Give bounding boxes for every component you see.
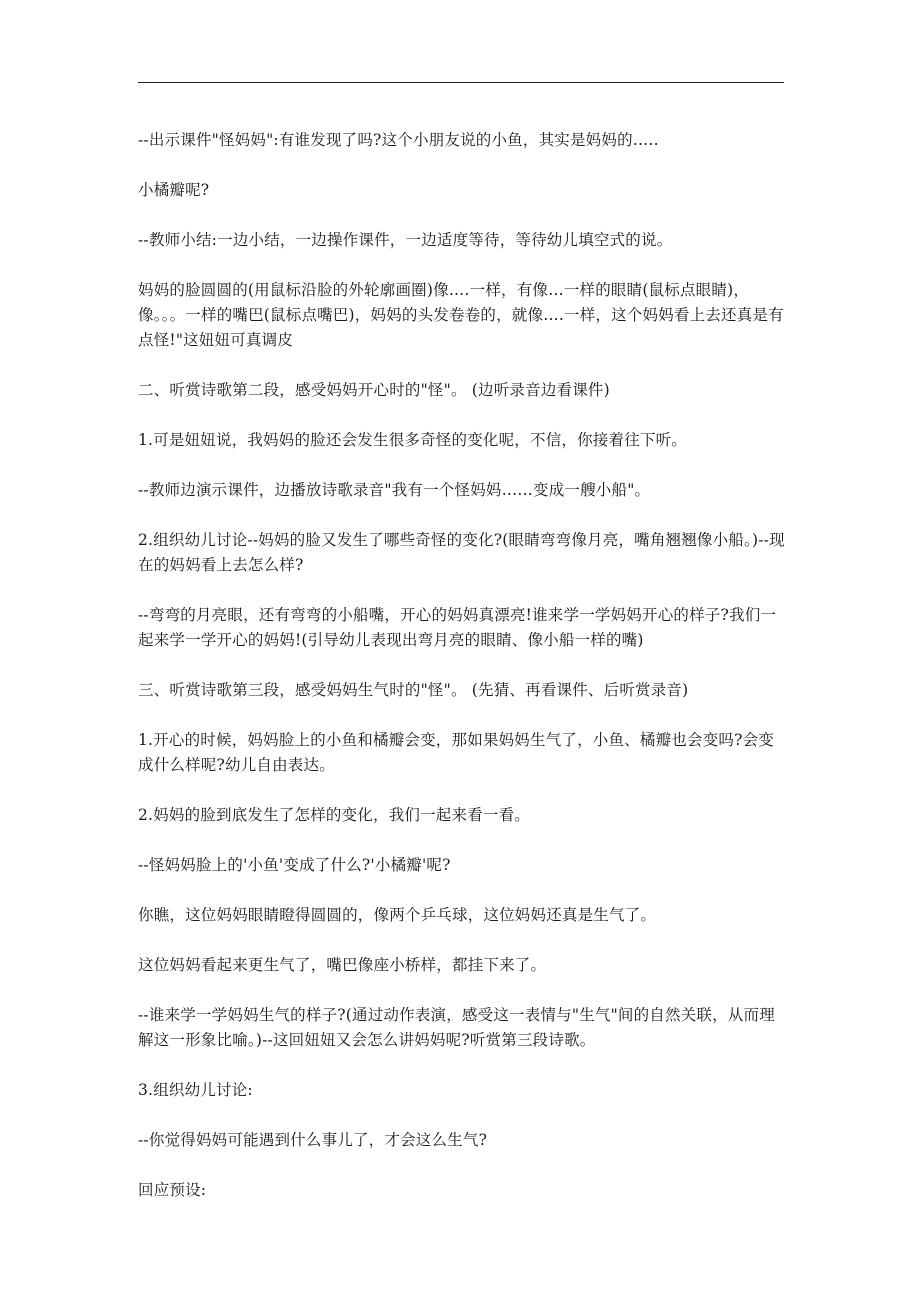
paragraph: 1.开心的时候，妈妈脸上的小鱼和橘瓣会变，那如果妈妈生气了，小鱼、橘瓣也会变吗?会变成什么样呢?幼儿自由表达。 bbox=[138, 731, 775, 774]
paragraph: 回应预设: bbox=[138, 1181, 207, 1199]
paragraph: 3.组织幼儿讨论: bbox=[138, 1081, 253, 1099]
header-divider bbox=[138, 82, 784, 83]
document-body bbox=[138, 128, 788, 1228]
paragraph: 这位妈妈看起来更生气了，嘴巴像座小桥样，都挂下来了。 bbox=[138, 956, 547, 974]
paragraph: --谁来学一学妈妈生气的样子?(通过动作表演，感受这一表情与"生气"间的自然关联，从而理解这一形象比喻。)--这回妞妞又会怎么讲妈妈呢?听赏第三段诗歌。 bbox=[138, 1006, 775, 1049]
section-heading: 二、听赏诗歌第二段，感受妈妈开心时的"怪"。 (边听录音边看课件) bbox=[138, 381, 610, 399]
paragraph: 妈妈的脸圆圆的(用鼠标沿脸的外轮廓画圈)像….一样，有像…一样的眼睛(鼠标点眼睛)，像。。。一样的嘴巴(鼠标点嘴巴)，妈妈的头发卷卷的，就像….一样，这个妈妈看上去还真是有点怪!"这妞妞可真调皮 bbox=[138, 281, 784, 349]
paragraph: --出示课件"怪妈妈":有谁发现了吗?这个小朋友说的小鱼，其实是妈妈的….. bbox=[138, 131, 659, 149]
section-heading: 三、听赏诗歌第三段，感受妈妈生气时的"怪"。 (先猜、再看课件、后听赏录音) bbox=[138, 681, 689, 699]
paragraph: 2.妈妈的脸到底发生了怎样的变化，我们一起来看一看。 bbox=[138, 806, 530, 824]
paragraph: --教师小结:一边小结，一边操作课件，一边适度等待，等待幼儿填空式的说。 bbox=[138, 231, 673, 249]
paragraph: --怪妈妈脸上的'小鱼'变成了什么?'小橘瓣'呢? bbox=[138, 856, 451, 874]
paragraph: --弯弯的月亮眼，还有弯弯的小船嘴，开心的妈妈真漂亮!谁来学一学妈妈开心的样子?我们一起来学一学开心的妈妈!(引导幼儿表现出弯月亮的眼睛、像小船一样的嘴) bbox=[138, 606, 777, 649]
paragraph: 小橘瓣呢? bbox=[138, 181, 210, 199]
paragraph: --教师边演示课件，边播放诗歌录音"我有一个怪妈妈……变成一艘小船"。 bbox=[138, 481, 651, 499]
paragraph: --你觉得妈妈可能遇到什么事儿了，才会这么生气? bbox=[138, 1131, 488, 1149]
paragraph: 1.可是妞妞说，我妈妈的脸还会发生很多奇怪的变化呢，不信，你接着往下听。 bbox=[138, 431, 687, 449]
paragraph: 2.组织幼儿讨论--妈妈的脸又发生了哪些奇怪的变化?(眼睛弯弯像月亮，嘴角翘翘像小船。)--现在的妈妈看上去怎么样? bbox=[138, 531, 785, 574]
paragraph: 你瞧，这位妈妈眼睛瞪得圆圆的，像两个乒乓球，这位妈妈还真是生气了。 bbox=[138, 906, 657, 924]
